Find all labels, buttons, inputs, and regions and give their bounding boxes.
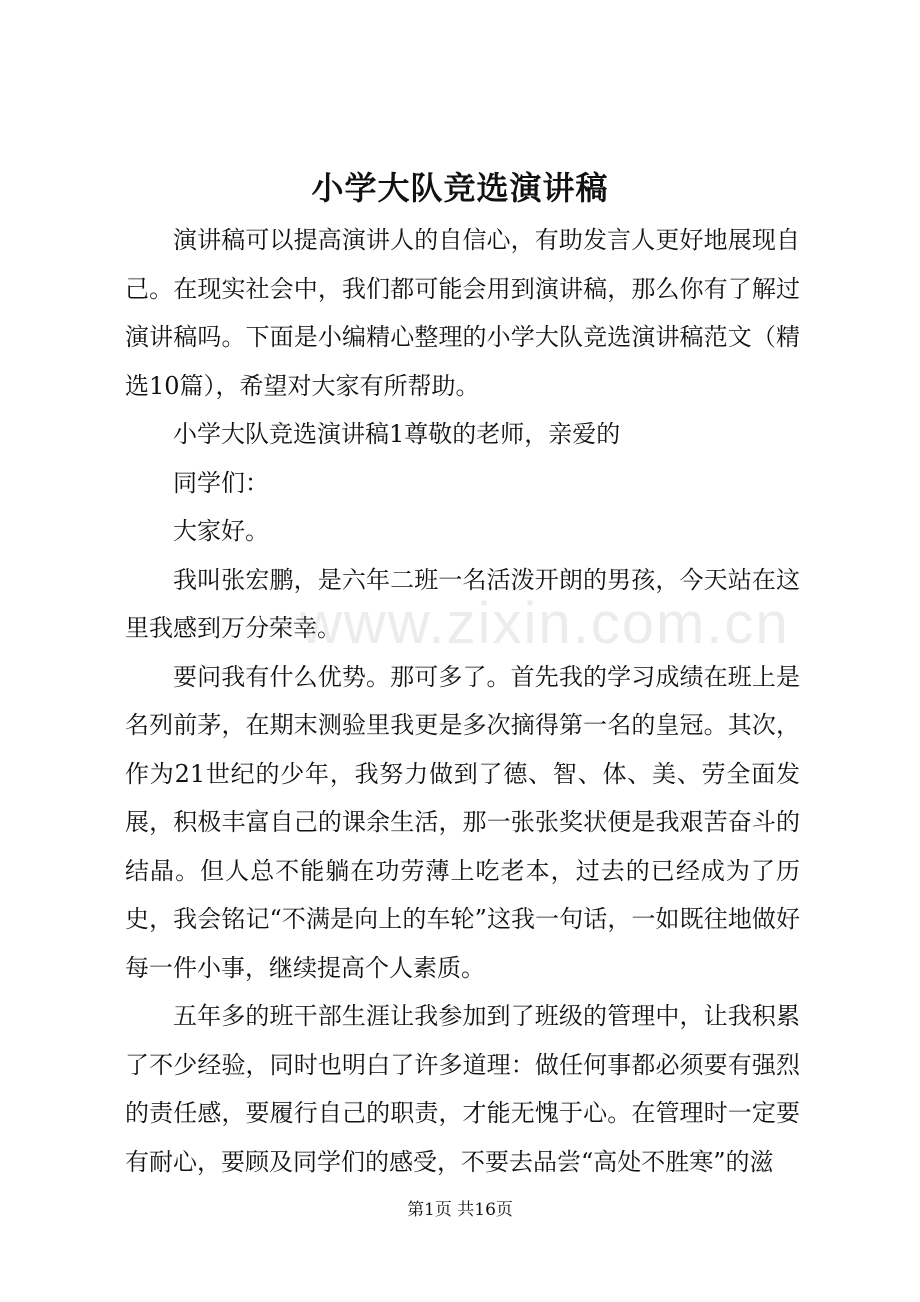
paragraph-intro: 演讲稿可以提高演讲人的自信心，有助发言人更好地展现自己。在现实社会中，我们都可能会用到演讲稿，那么你有了解过演讲稿吗。下面是小编精心整理的小学大队竞选演讲稿范文（精选10篇），希望对大家有所帮助。 xyxy=(125,226,800,400)
paragraph-advantages: 要问我有什么优势。那可多了。首先我的学习成绩在班上是名列前茅，在期末测验里我更是多次摘得第一名的皇冠。其次，作为21世纪的少年，我努力做到了德、智、体、美、劳全面发展，积极丰富自己的课余生活，那一张张奖状便是我艰苦奋斗的结晶。但人总不能躺在功劳薄上吃老本，过去的已经成为了历史，我会铭记“不满是向上的车轮”这我一句话，一如既往地做好每一件小事，继续提高个人素质。 xyxy=(125,662,800,982)
paragraph-salutation: 同学们： xyxy=(173,468,269,497)
paragraph-greeting: 大家好。 xyxy=(173,517,269,545)
page-footer: 第1页 共16页 xyxy=(407,1200,513,1220)
paragraph-experience: 五年多的班干部生涯让我参加到了班级的管理中，让我积累了不少经验，同时也明白了许多道理：做任何事都必须要有强烈的责任感，要履行自己的职责，才能无愧于心。在管理时一定要有耐心，要顾及同学们的感受，不要去品尝“高处不胜寒”的滋 xyxy=(125,1002,800,1176)
document-body xyxy=(125,216,800,1186)
paragraph-self-intro: 我叫张宏鹏，是六年二班一名活泼开朗的男孩，今天站在这里我感到万分荣幸。 xyxy=(125,565,800,642)
watermark: www.zixin.com.cn xyxy=(300,591,790,656)
document-title: 小学大队竞选演讲稿 xyxy=(311,169,609,207)
paragraph-heading-1: 小学大队竞选演讲稿1尊敬的老师，亲爱的 xyxy=(173,420,621,448)
